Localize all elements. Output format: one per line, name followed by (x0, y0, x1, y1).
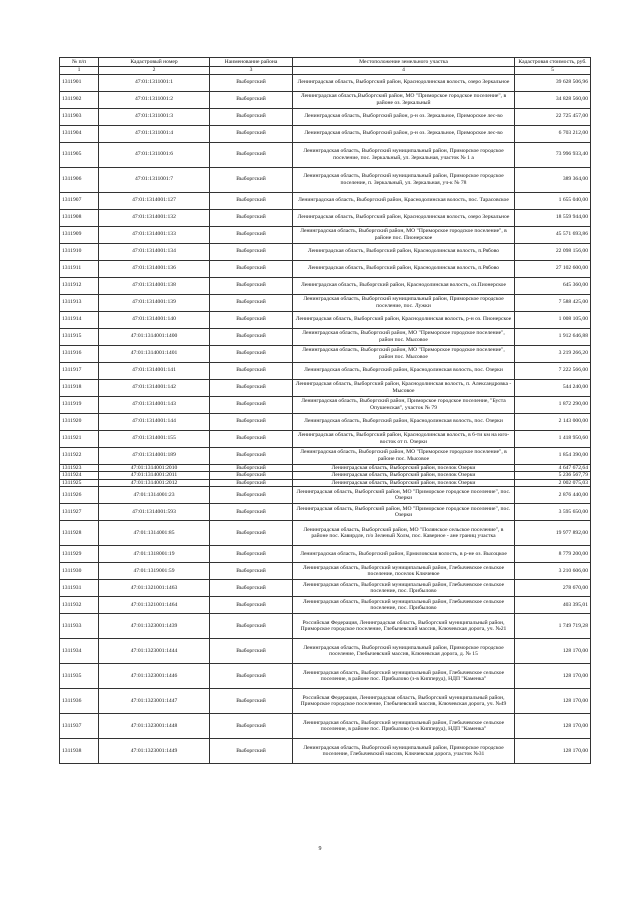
location-cell: Ленинградская область, Выборгский район, Краснодолинская волость, пос. Тарасовское (293, 192, 515, 209)
column-index: 3 (210, 67, 293, 75)
location-cell: Ленинградская область, Выборгский район, МО "Приморское городское поселение", в районе пос. Пионерское (293, 226, 515, 243)
location-cell: Ленинградская область, Выборгский район, МО "Приморское городское поселение", в районе пос. Мысовое (293, 447, 515, 464)
cadastral-number-cell: 47:01:1323001:1448 (99, 714, 210, 739)
location-cell: Ленинградская область, Выборгский муниципальный район, Глебычевское сельское поселение, пос. Прибылово (293, 580, 515, 597)
cost-cell: 2 143 000,00 (515, 413, 591, 430)
table-row (60, 714, 591, 739)
table-row (60, 639, 591, 664)
table-row (60, 580, 591, 597)
table-body (60, 74, 591, 764)
cost-cell: 128 170,00 (515, 689, 591, 714)
cadastral-number-cell: 47:01:1314001:155 (99, 430, 210, 447)
table-row (60, 479, 591, 487)
page-number: 9 (318, 846, 322, 852)
cost-cell: 1 872 290,00 (515, 396, 591, 413)
location-cell: Ленинградская область, Выборгский муниципальный район, Глебычевское сельское поселение, поселок Ключевое (293, 563, 515, 580)
row-number-cell: 1311935 (60, 664, 99, 689)
district-cell: Выборгский (210, 430, 293, 447)
cost-cell: 403 395,01 (515, 597, 591, 614)
location-cell: Ленинградская область, Выборгский муниципальный район, Приморское городское поселение, Глебычевский массив, Ключевская дорога, участок №31 (293, 739, 515, 764)
row-number-cell: 1311908 (60, 209, 99, 226)
district-cell: Выборгский (210, 413, 293, 430)
cadastral-number-cell: 47:01:1323001:1446 (99, 664, 210, 689)
header-number: № п/п (60, 58, 99, 67)
row-number-cell: 1311909 (60, 226, 99, 243)
column-index: 2 (99, 67, 210, 75)
table-row (60, 504, 591, 521)
row-number-cell: 1311926 (60, 487, 99, 504)
cost-cell: 128 170,00 (515, 639, 591, 664)
row-number-cell: 1311917 (60, 362, 99, 379)
column-index: 1 (60, 67, 99, 75)
location-cell: Ленинградская область, Выборгский муниципальный район, Приморское городское поселение, п. Зеркальный, ул. Зеркальная, уч-к № 78 (293, 167, 515, 192)
cadastral-number-cell: 47:01:1323001:1439 (99, 614, 210, 639)
header-cadastral-cost: Кадастровая стоимость, руб. (515, 58, 591, 67)
cadastral-number-cell: 47:01:1314001:2012 (99, 479, 210, 487)
location-cell: Ленинградская область, Выборгский район, Краснодолинская волость, п.Рябово (293, 243, 515, 260)
cost-cell: 3 210 606,00 (515, 563, 591, 580)
table-row (60, 74, 591, 91)
cost-cell: 3 219 266,20 (515, 345, 591, 362)
location-cell: Ленинградская область, Выборгский муниципальный район, Приморское городское поселение, пос. Зеркальный, ул. Зеркальная, участок № 1 а (293, 142, 515, 167)
row-number-cell: 1311912 (60, 277, 99, 294)
location-cell: Ленинградская область, Выборгский район, МО "Полянское сельское поселение", в районе пос. Кавирдле, п/о Зеленый Холм, пос. Каверное - ане границ участка (293, 521, 515, 546)
cadastral-number-cell: 47:01:1314001:134 (99, 243, 210, 260)
row-number-cell: 1311919 (60, 396, 99, 413)
location-cell: Ленинградская область, Выборгский муниципальный район, Приморское городское поселение, пос. Лужки (293, 294, 515, 311)
table-row (60, 142, 591, 167)
district-cell: Выборгский (210, 167, 293, 192)
district-cell: Выборгский (210, 243, 293, 260)
cadastral-number-cell: 47:01:1311001:6 (99, 142, 210, 167)
cost-cell: 1 912 646,88 (515, 328, 591, 345)
table-row (60, 487, 591, 504)
district-cell: Выборгский (210, 345, 293, 362)
district-cell: Выборгский (210, 328, 293, 345)
cadastral-number-cell: 47:01:1323001:1449 (99, 739, 210, 764)
table-row (60, 226, 591, 243)
table-row (60, 546, 591, 563)
cadastral-number-cell: 47:01:1314001:593 (99, 504, 210, 521)
district-cell: Выборгский (210, 464, 293, 472)
location-cell: Ленинградская область, Выборгский район, поселок Озерки (293, 472, 515, 480)
table-row (60, 521, 591, 546)
row-number-cell: 1311904 (60, 125, 99, 142)
cadastral-number-cell: 47:01:1311001:1 (99, 74, 210, 91)
location-cell: Ленинградская область, Выборгский район, МО "Приморское городское поселение", район пос. Мысовое (293, 328, 515, 345)
location-cell: Ленинградская область, Выборгский район, Краснодолинская волость, озеро Зеркальное (293, 209, 515, 226)
location-cell: Ленинградская область, Выборгский район, МО "Приморское городское поселение", пос. Озерки (293, 487, 515, 504)
row-number-cell: 1311901 (60, 74, 99, 91)
cadastral-number-cell: 47:01:1314001:189 (99, 447, 210, 464)
cadastral-number-cell: 47:01:1311001:4 (99, 125, 210, 142)
district-cell: Выборгский (210, 396, 293, 413)
header-cadastral-number: Кадастровый номер (99, 58, 210, 67)
row-number-cell: 1311932 (60, 597, 99, 614)
column-index: 5 (515, 67, 591, 75)
district-cell: Выборгский (210, 487, 293, 504)
cadastral-number-cell: 47:01:1314001:140 (99, 311, 210, 328)
district-cell: Выборгский (210, 689, 293, 714)
cadastral-number-cell: 47:01:1314001:144 (99, 413, 210, 430)
location-cell: Ленинградская область, Выборгский муниципальный район, Приморское городское поселение, Глебычевский массив, Ключевская дорога, д. № 15 (293, 639, 515, 664)
district-cell: Выборгский (210, 108, 293, 125)
row-number-cell: 1311914 (60, 311, 99, 328)
location-cell: Ленинградская область, Выборгский район, Ермиловская волость, в р-не оз. Высоцкое (293, 546, 515, 563)
cost-cell: 278 670,00 (515, 580, 591, 597)
row-number-cell: 1311915 (60, 328, 99, 345)
row-number-cell: 1311928 (60, 521, 99, 546)
district-cell: Выборгский (210, 447, 293, 464)
cadastral-number-cell: 47:01:1314001:136 (99, 260, 210, 277)
table-row (60, 413, 591, 430)
cost-cell: 6 703 212,00 (515, 125, 591, 142)
district-cell: Выборгский (210, 739, 293, 764)
table-header-row (60, 58, 591, 67)
table-row (60, 91, 591, 108)
district-cell: Выборгский (210, 74, 293, 91)
cadastral-number-cell: 47:01:1314001:141 (99, 362, 210, 379)
cadastral-number-cell: 47:01:1314001:132 (99, 209, 210, 226)
row-number-cell: 1311933 (60, 614, 99, 639)
location-cell: Ленинградская область, Выборгский район, МО "Приморское городское поселение", пос. Озерки (293, 504, 515, 521)
cadastral-number-cell: 47:01:1319001:59 (99, 563, 210, 580)
table-row (60, 597, 591, 614)
cost-cell: 1 008 105,00 (515, 311, 591, 328)
location-cell: Ленинградская область, Выборгский район, Краснодолинская волость, озеро Зеркальное (293, 74, 515, 91)
table-row (60, 260, 591, 277)
cost-cell: 3 595 650,00 (515, 504, 591, 521)
table-row (60, 563, 591, 580)
table-row (60, 472, 591, 480)
location-cell: Ленинградская область, Выборгский район, Краснодолинская волость, пос. Озерки (293, 362, 515, 379)
table-row (60, 243, 591, 260)
cost-cell: 2 002 075,03 (515, 479, 591, 487)
district-cell: Выборгский (210, 226, 293, 243)
row-number-cell: 1311936 (60, 689, 99, 714)
cost-cell: 45 571 693,86 (515, 226, 591, 243)
cost-cell: 128 170,00 (515, 664, 591, 689)
district-cell: Выборгский (210, 277, 293, 294)
table-row (60, 739, 591, 764)
cost-cell: 645 360,00 (515, 277, 591, 294)
cost-cell: 19 977 892,00 (515, 521, 591, 546)
location-cell: Ленинградская область, Выборгский район, Краснодолинская волость, п. Александровка - Мысовое (293, 379, 515, 396)
cadastral-number-cell: 47:01:1323001:1444 (99, 639, 210, 664)
district-cell: Выборгский (210, 714, 293, 739)
cost-cell: 8 779 200,00 (515, 546, 591, 563)
row-number-cell: 1311931 (60, 580, 99, 597)
row-number-cell: 1311905 (60, 142, 99, 167)
cost-cell: 7 588 425,00 (515, 294, 591, 311)
district-cell: Выборгский (210, 362, 293, 379)
cost-cell: 5 236 567,79 (515, 472, 591, 480)
cost-cell: 544 240,00 (515, 379, 591, 396)
row-number-cell: 1311913 (60, 294, 99, 311)
district-cell: Выборгский (210, 479, 293, 487)
table-row (60, 430, 591, 447)
cost-cell: 27 102 600,00 (515, 260, 591, 277)
row-number-cell: 1311924 (60, 472, 99, 480)
row-number-cell: 1311937 (60, 714, 99, 739)
table-row (60, 362, 591, 379)
cadastral-number-cell: 47:01:1314001:2010 (99, 464, 210, 472)
row-number-cell: 1311929 (60, 546, 99, 563)
cadastral-number-cell: 47:01:1311001:3 (99, 108, 210, 125)
location-cell: Ленинградская область, Выборгский муниципальный район, Глебычевское сельское поселение, пос. Прибылово (293, 597, 515, 614)
table-row (60, 345, 591, 362)
cadastral-number-cell: 47:01:1314001:85 (99, 521, 210, 546)
cost-cell: 4 647 672,64 (515, 464, 591, 472)
row-number-cell: 1311925 (60, 479, 99, 487)
row-number-cell: 1311922 (60, 447, 99, 464)
district-cell: Выборгский (210, 91, 293, 108)
district-cell: Выборгский (210, 125, 293, 142)
cost-cell: 128 170,00 (515, 714, 591, 739)
cadastral-number-cell: 47:01:1318001:19 (99, 546, 210, 563)
district-cell: Выборгский (210, 472, 293, 480)
cadastral-number-cell: 47:01:1314001:127 (99, 192, 210, 209)
column-index: 4 (293, 67, 515, 75)
cadastral-number-cell: 47:01:1314001:133 (99, 226, 210, 243)
district-cell: Выборгский (210, 521, 293, 546)
location-cell: Российская Федерация, Ленинградская область, Выборгский муниципальный район, Приморское городское поселение, Глебычевский массив, Ключевская дорога, уч. №21 (293, 614, 515, 639)
row-number-cell: 1311923 (60, 464, 99, 472)
cost-cell: 389 364,00 (515, 167, 591, 192)
district-cell: Выборгский (210, 294, 293, 311)
header-location: Местоположение земельного участка (293, 58, 515, 67)
cadastral-number-cell: 47:01:1321001:1464 (99, 597, 210, 614)
header-district: Наименование района (210, 58, 293, 67)
location-cell: Ленинградская область, Выборгский район, р-н оз. Зеркальное, Приморское лес-во (293, 108, 515, 125)
cost-cell: 22 725 457,00 (515, 108, 591, 125)
cost-cell: 18 559 944,00 (515, 209, 591, 226)
table-row (60, 192, 591, 209)
district-cell: Выборгский (210, 563, 293, 580)
row-number-cell: 1311930 (60, 563, 99, 580)
district-cell: Выборгский (210, 546, 293, 563)
cost-cell: 128 170,00 (515, 739, 591, 764)
district-cell: Выборгский (210, 664, 293, 689)
district-cell: Выборгский (210, 209, 293, 226)
district-cell: Выборгский (210, 614, 293, 639)
district-cell: Выборгский (210, 504, 293, 521)
cost-cell: 2 876 440,00 (515, 487, 591, 504)
cadastral-number-cell: 47:01:1323001:1447 (99, 689, 210, 714)
cost-cell: 1 655 040,00 (515, 192, 591, 209)
district-cell: Выборгский (210, 142, 293, 167)
location-cell: Ленинградская область, Выборгский район, МО "Приморское городское поселение", район пос. Мысовое (293, 345, 515, 362)
cost-cell: 1 749 719,28 (515, 614, 591, 639)
cost-cell: 34 828 560,00 (515, 91, 591, 108)
district-cell: Выборгский (210, 192, 293, 209)
district-cell: Выборгский (210, 597, 293, 614)
row-number-cell: 1311920 (60, 413, 99, 430)
cadastral-number-cell: 47:01:1314001:138 (99, 277, 210, 294)
cadastral-number-cell: 47:01:1314001:139 (99, 294, 210, 311)
location-cell: Ленинградская область, Выборгский район, Краснодолинская волость, пос. Озерки (293, 413, 515, 430)
cadastral-number-cell: 47:01:1314001:143 (99, 396, 210, 413)
row-number-cell: 1311938 (60, 739, 99, 764)
cost-cell: 73 996 933,40 (515, 142, 591, 167)
cadastral-number-cell: 47:01:1311001:2 (99, 91, 210, 108)
table-row (60, 277, 591, 294)
table-row (60, 328, 591, 345)
table-row (60, 379, 591, 396)
table-row (60, 689, 591, 714)
row-number-cell: 1311934 (60, 639, 99, 664)
table-row (60, 311, 591, 328)
table-row (60, 447, 591, 464)
table-row (60, 396, 591, 413)
row-number-cell: 1311902 (60, 91, 99, 108)
row-number-cell: 1311918 (60, 379, 99, 396)
table-row (60, 209, 591, 226)
cadastral-number-cell: 47:01:1321001:1463 (99, 580, 210, 597)
table-row (60, 125, 591, 142)
table-row (60, 108, 591, 125)
location-cell: Ленинградская область, Выборгский муниципальный район, Глебычевское сельское поселение, в районе пос. Прибылово (з-в Кипперуд), НДП "Каменка" (293, 714, 515, 739)
column-index-row (60, 67, 591, 75)
location-cell: Ленинградская область, Выборгский район, поселок Озерки (293, 479, 515, 487)
location-cell: Ленинградская область, Выборгский район, Краснодолинская волость, оз.Пионерское (293, 277, 515, 294)
location-cell: Ленинградская область, Выборгский район, Приморское городское поселение, "Буста Опушенская", участок № 79 (293, 396, 515, 413)
location-cell: Ленинградская область, Выборгский район, р-н оз. Зеркальное, Приморское лес-во (293, 125, 515, 142)
table-row (60, 614, 591, 639)
row-number-cell: 1311910 (60, 243, 99, 260)
district-cell: Выборгский (210, 639, 293, 664)
row-number-cell: 1311927 (60, 504, 99, 521)
table-row (60, 464, 591, 472)
cadastral-number-cell: 47:01:1314001:1401 (99, 345, 210, 362)
cadastral-number-cell: 47:01:1311001:7 (99, 167, 210, 192)
location-cell: Ленинградская область, Выборгский муниципальный район, Глебычевское сельское поселение, в районе пос. Прибылово (з-в Кипперуд), НДП "Каменка" (293, 664, 515, 689)
cadastral-number-cell: 47:01:1314001:1400 (99, 328, 210, 345)
row-number-cell: 1311911 (60, 260, 99, 277)
table-row (60, 167, 591, 192)
row-number-cell: 1311907 (60, 192, 99, 209)
table-row (60, 664, 591, 689)
table-row (60, 294, 591, 311)
location-cell: Ленинградская область, Выборгский район, Краснодолинская волость, р-н оз. Пионерское (293, 311, 515, 328)
cost-cell: 39 628 506,96 (515, 74, 591, 91)
cadastral-number-cell: 47:01:1314001:2011 (99, 472, 210, 480)
cadastral-value-table (59, 57, 591, 764)
district-cell: Выборгский (210, 580, 293, 597)
cost-cell: 22 098 156,00 (515, 243, 591, 260)
row-number-cell: 1311916 (60, 345, 99, 362)
cost-cell: 1 418 950,60 (515, 430, 591, 447)
cadastral-number-cell: 47:01:1314001:23 (99, 487, 210, 504)
location-cell: Ленинградская область, Выборгский район, поселок Озерки (293, 464, 515, 472)
location-cell: Ленинградская область,Выборгский район, МО "Приморское городское поселение", в районе оз. Зеркальный (293, 91, 515, 108)
row-number-cell: 1311921 (60, 430, 99, 447)
row-number-cell: 1311906 (60, 167, 99, 192)
district-cell: Выборгский (210, 311, 293, 328)
district-cell: Выборгский (210, 379, 293, 396)
cost-cell: 1 854 390,00 (515, 447, 591, 464)
cadastral-number-cell: 47:01:1314001:142 (99, 379, 210, 396)
location-cell: Ленинградская область, Выборгский район, Краснодолинская волость, в 6-ти км на юго-восток от п. Озерки (293, 430, 515, 447)
cost-cell: 7 222 566,00 (515, 362, 591, 379)
row-number-cell: 1311903 (60, 108, 99, 125)
location-cell: Российская Федерация, Ленинградская область, Выборгский муниципальный район, Приморское городское поселение, Глебычевский массив, Ключевская дорога, уч. №49 (293, 689, 515, 714)
district-cell: Выборгский (210, 260, 293, 277)
location-cell: Ленинградская область, Выборгский район, Краснодолинская волость, п.Рябово (293, 260, 515, 277)
